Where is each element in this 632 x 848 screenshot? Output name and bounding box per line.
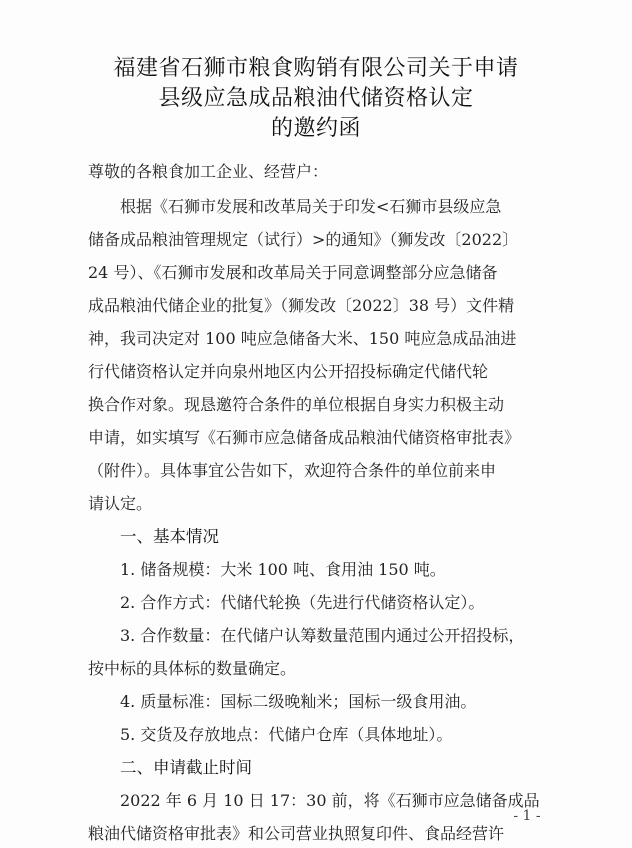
paragraph-line: （附件）。具体事宜公告如下，欢迎符合条件的单位前来申 — [88, 461, 497, 480]
paragraph-line: 2022 年 6 月 10 日 17：30 前，将《石狮市应急储备成品 — [120, 791, 540, 810]
paragraph-line: 储备成品粮油管理规定（试行）>的通知》（狮发改〔2022〕 — [88, 230, 519, 249]
paragraph-line: 换合作对象。现恳邀符合条件的单位根据自身实力积极主动 — [88, 395, 505, 414]
document-title-line-2: 县级应急成品粮油代储资格认定 — [158, 86, 474, 111]
page-number-text: - 1 - — [513, 808, 541, 824]
list-item-continuation: 按中标的具体标的数量确定。 — [88, 659, 297, 678]
paragraph-line: 申请，如实填写《石狮市应急储备成品粮油代储资格审批表》 — [88, 428, 521, 447]
list-item: 4. 质量标准：国标二级晚籼米；国标一级食用油。 — [120, 692, 477, 711]
document-title-line-1: 福建省石狮市粮食购销有限公司关于申请 — [113, 56, 519, 81]
page-number — [0, 808, 632, 824]
paragraph-line: 粮油代储资格审批表》和公司营业执照复印件、食品经营许 — [88, 824, 505, 843]
list-item: 1. 储备规模：大米 100 吨、食用油 150 吨。 — [120, 560, 446, 579]
list-item: 3. 合作数量：在代储户认筹数量范围内通过公开招投标， — [120, 626, 525, 645]
document-title-line-3: 的邀约函 — [270, 116, 361, 141]
salutation: 尊敬的各粮食加工企业、经营户： — [88, 162, 329, 181]
paragraph-line: 神，我司决定对 100 吨应急储备大米、150 吨应急成品油进 — [88, 329, 517, 348]
paragraph-line: 成品粮油代储企业的批复》（狮发改〔2022〕38 号）文件精 — [88, 296, 515, 315]
paragraph-line: 根据《石狮市发展和改革局关于印发<石狮市县级应急 — [120, 197, 502, 216]
paragraph-line: 24 号）、《石狮市发展和改革局关于同意调整部分应急储备 — [88, 263, 498, 282]
section-heading-deadline: 二、申请截止时间 — [120, 758, 252, 777]
list-item: 2. 合作方式：代储代轮换（先进行代储资格认定）。 — [120, 593, 485, 612]
list-item: 5. 交货及存放地点：代储户仓库（具体地址）。 — [120, 725, 453, 744]
paragraph-line: 行代储资格认定并向泉州地区内公开招投标确定代储代轮 — [88, 362, 489, 381]
paragraph-line: 请认定。 — [88, 494, 153, 513]
section-heading-basic-info: 一、基本情况 — [120, 527, 219, 546]
